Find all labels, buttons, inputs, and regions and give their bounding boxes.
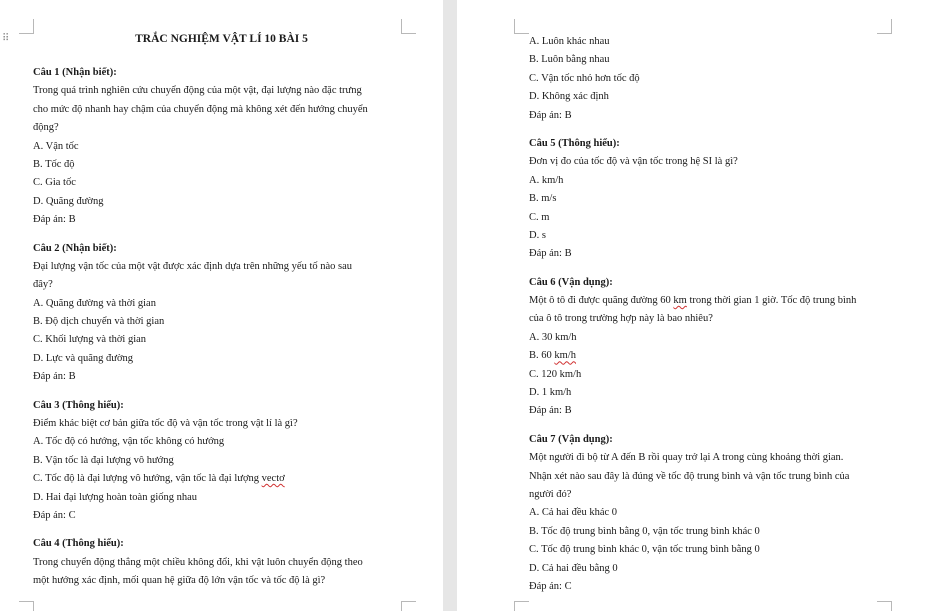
answer-value: B [68, 371, 76, 383]
question-6-header: Câu 6 (Vận dụng): [529, 276, 613, 288]
spellcheck-flagged-word[interactable]: vectơ [261, 473, 285, 485]
question-1-option-a: A. Vận tốc [33, 140, 79, 152]
question-5-header: Câu 5 (Thông hiểu): [529, 137, 620, 149]
question-7-header: Câu 7 (Vận dụng): [529, 433, 613, 445]
answer-label: Đáp án: [529, 248, 565, 260]
question-2-header: Câu 2 (Nhận biết): [33, 242, 117, 254]
question-1-header: Câu 1 (Nhận biết): [33, 67, 117, 78]
question-7-option-d: D. Cả hai đều bằng 0 [529, 562, 618, 574]
question-7-text: Một người đi bộ từ A đến B rồi quay trở lại A trong cùng khoảng thời gian. [529, 452, 844, 464]
question-7-answer [529, 578, 869, 596]
answer-label: Đáp án: [529, 109, 565, 121]
question-4-option-a: A. Luôn khác nhau [529, 36, 610, 47]
right-page-body[interactable] [529, 33, 869, 596]
question-5-option-a: A. km/h [529, 174, 564, 186]
page-margin-corner [19, 601, 34, 611]
answer-label: Đáp án: [33, 214, 69, 226]
question-2-option-a: A. Quãng đường và thời gian [33, 297, 156, 309]
question-1-answer [33, 211, 383, 229]
question-4-option-d: D. Không xác định [529, 91, 609, 103]
question-2-option-c: C. Khối lượng và thời gian [33, 334, 147, 346]
question-1-option-d: D. Quãng đường [33, 195, 104, 207]
page-margin-corner [877, 19, 892, 34]
question-4-header: Câu 4 (Thông hiểu): [33, 538, 124, 550]
question-6-text [529, 292, 869, 310]
question-3-option-b: B. Vận tốc là đại lượng vô hướng [33, 454, 174, 466]
question-6-option-d: D. 1 km/h [529, 387, 572, 399]
document-page-left[interactable] [0, 0, 443, 611]
question-5-option-d: D. s [529, 229, 546, 241]
answer-value: B [564, 109, 572, 121]
question-2-text: Đại lượng vận tốc của một vật được xác định dựa trên những yếu tố nào sau [33, 260, 353, 272]
question-1-text: Trong quá trình nghiên cứu chuyển động của một vật, đại lượng nào đặc trưng [33, 85, 362, 97]
answer-value: C [68, 509, 76, 521]
answer-value: B [68, 214, 76, 226]
question-1-option-b: B. Tốc độ [33, 158, 75, 170]
answer-value: C [564, 580, 572, 592]
question-text-part: Một ô tô đi được quãng đường 60 [529, 295, 674, 307]
spellcheck-flagged-word[interactable]: km/h [554, 350, 576, 362]
question-3-option-d: D. Hai đại lượng hoàn toàn giống nhau [33, 491, 198, 503]
question-6-option-a: A. 30 km/h [529, 331, 577, 343]
question-2-answer [33, 368, 383, 386]
answer-label: Đáp án: [529, 405, 565, 417]
question-5-option-b: B. m/s [529, 193, 557, 205]
question-6-answer [529, 402, 869, 420]
question-3-option-c [33, 470, 383, 488]
question-6-option-c: C. 120 km/h [529, 368, 582, 380]
question-3-text: Điểm khác biệt cơ bản giữa tốc độ và vận tốc trong vật lí là gì? [33, 418, 298, 430]
question-4-text: Trong chuyển động thẳng một chiều không đổi, khi vật luôn chuyển động theo [33, 556, 363, 568]
question-text-part: trong thời gian 1 giờ. Tốc độ trung bình [686, 295, 857, 307]
question-5-answer [529, 245, 869, 263]
question-1-option-c: C. Gia tốc [33, 177, 76, 189]
answer-label: Đáp án: [33, 509, 69, 521]
spellcheck-flagged-word[interactable]: km [673, 295, 687, 307]
question-3-header: Câu 3 (Thông hiểu): [33, 399, 124, 411]
question-1-text: động? [33, 122, 59, 134]
page-margin-corner [514, 601, 529, 611]
page-margin-corner [514, 19, 529, 34]
document-page-right[interactable] [457, 0, 925, 611]
question-6-option-b [529, 347, 869, 365]
document-title[interactable]: TRẮC NGHIỆM VẬT LÍ 10 BÀI 5 [135, 33, 308, 45]
page-margin-corner [401, 601, 416, 611]
question-7-text: người đó? [529, 488, 572, 500]
option-text: B. 60 [529, 350, 555, 362]
question-4-option-b: B. Luôn bằng nhau [529, 54, 610, 66]
page-margin-corner [877, 601, 892, 611]
question-4-answer [529, 107, 869, 125]
question-7-option-b: B. Tốc độ trung bình bằng 0, vận tốc trung bình khác 0 [529, 525, 760, 537]
answer-label: Đáp án: [33, 371, 69, 383]
page-margin-corner [19, 19, 34, 34]
answer-value: B [564, 405, 572, 417]
question-3-option-a: A. Tốc độ có hướng, vận tốc không có hướng [33, 436, 225, 448]
question-2-option-d: D. Lực và quãng đường [33, 352, 134, 364]
question-1-text: cho mức độ nhanh hay chậm của chuyển động mà không xét đến hướng chuyển [33, 103, 368, 115]
question-5-option-c: C. m [529, 211, 550, 223]
option-text: C. Tốc độ là đại lượng vô hướng, vận tốc là đại lượng [33, 473, 262, 485]
left-page-body[interactable] [33, 64, 383, 591]
question-5-text: Đơn vị đo của tốc độ và vận tốc trong hệ SI là gì? [529, 156, 738, 168]
question-7-option-c: C. Tốc độ trung bình khác 0, vận tốc trung bình bằng 0 [529, 544, 760, 556]
answer-label: Đáp án: [529, 580, 565, 592]
question-2-text: đây? [33, 279, 53, 291]
answer-value: B [564, 248, 572, 260]
block-drag-handle-icon[interactable]: ⠿ [2, 33, 11, 44]
question-2-option-b: B. Độ dịch chuyển và thời gian [33, 316, 165, 328]
question-7-text: Nhận xét nào sau đây là đúng về tốc độ trung bình và vận tốc trung bình của [529, 470, 850, 482]
question-7-option-a: A. Cả hai đều khác 0 [529, 507, 618, 519]
question-4-option-c: C. Vận tốc nhỏ hơn tốc độ [529, 72, 640, 84]
question-6-text: của ô tô trong trường hợp này là bao nhiêu? [529, 313, 713, 325]
question-4-text: một hướng xác định, mối quan hệ giữa độ lớn vận tốc và tốc độ là gì? [33, 575, 326, 587]
page-margin-corner [401, 19, 416, 34]
question-3-answer [33, 507, 383, 525]
